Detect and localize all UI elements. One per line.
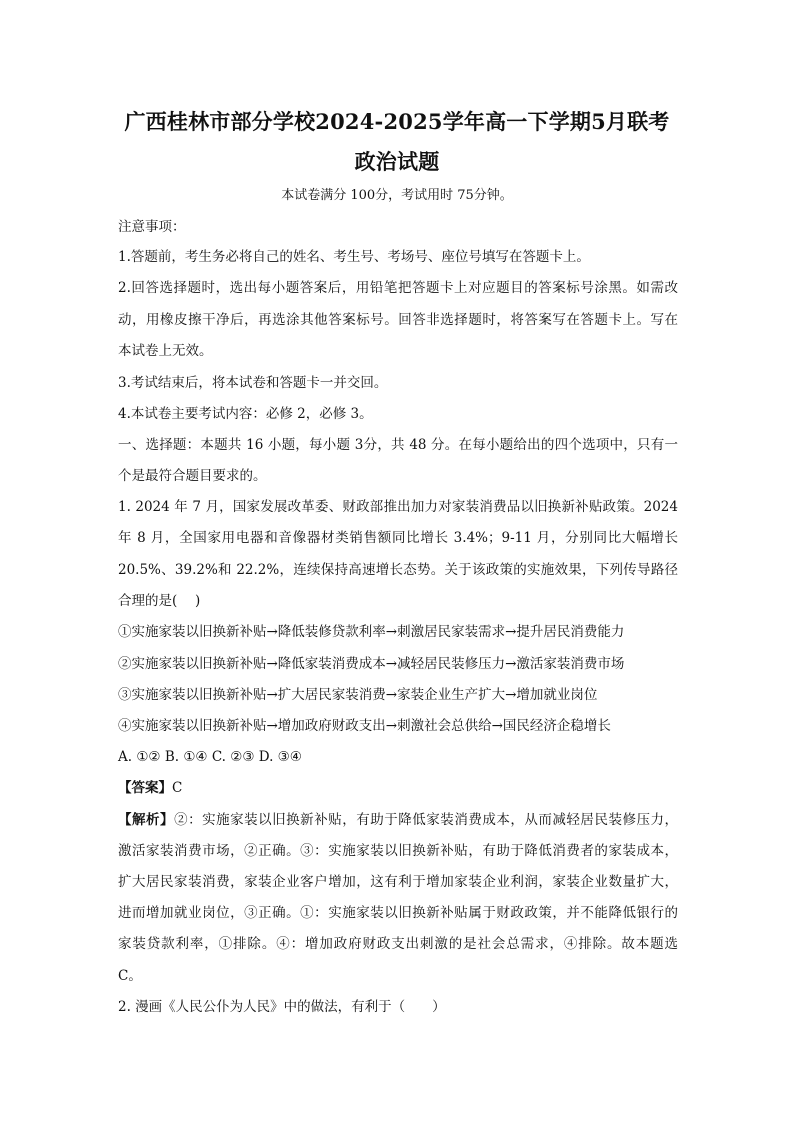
answer-value: C xyxy=(172,780,183,796)
question-1-stem-line-1: 1. 2024 年 7 月，国家发展改革委、财政部推出加力对家装消费品以旧换新补贴政策。2024 xyxy=(118,499,678,515)
question-1-analysis-line-5: 家装贷款利率，①排除。④：增加政府财政支出刺激的是社会总需求，④排除。故本题选 xyxy=(118,936,678,952)
analysis-label: 【解析】 xyxy=(118,812,175,828)
question-1-option-1: ①实施家装以旧换新补贴→降低装修贷款利率→刺激居民家装需求→提升居民消费能力 xyxy=(118,624,625,640)
section-heading-line-2: 个是最符合题目要求的。 xyxy=(118,468,267,484)
notice-item-2-line-3: 本试卷上无效。 xyxy=(118,343,213,359)
question-1-analysis-line-2: 激活家装消费市场，②正确。③：实施家装以旧换新补贴，有助于降低消费者的家装成本， xyxy=(118,843,678,859)
notice-item-4: 4.本试卷主要考试内容：必修 2，必修 3。 xyxy=(118,406,373,422)
analysis-text: ②：实施家装以旧换新补贴，有助于降低家装消费成本，从而减轻居民装修压力， xyxy=(174,812,679,828)
question-1-stem-line-3: 20.5%、39.2%和 22.2%，连续保持高速增长态势。关于该政策的实施效果，下列传导路径 xyxy=(118,562,678,578)
answer-label: 【答案】 xyxy=(118,780,172,796)
question-1-stem-line-4: 合理的是( ) xyxy=(118,593,201,609)
document-title: 广西桂林市部分学校2024-2025学年高一下学期5月联考 xyxy=(124,109,670,134)
question-1-analysis-line-4: 进而增加就业岗位，③正确。①：实施家装以旧换新补贴属于财政政策，并不能降低银行的 xyxy=(118,905,678,921)
question-2-stem: 2. 漫画《人民公仆为人民》中的做法，有利于（ ） xyxy=(118,999,446,1015)
question-1-option-2: ②实施家装以旧换新补贴→降低家装消费成本→减轻居民装修压力→激活家装消费市场 xyxy=(118,656,625,672)
section-heading-line-1: 一、选择题：本题共 16 小题，每小题 3分，共 48 分。在每小题给出的四个选项中，只有一 xyxy=(118,437,678,453)
exam-info: 本试卷满分 100分，考试用时 75分钟。 xyxy=(281,188,513,203)
question-1-option-3: ③实施家装以旧换新补贴→扩大居民家装消费→家装企业生产扩大→增加就业岗位 xyxy=(118,687,598,703)
question-1-choices: A. ①② B. ①④ C. ②③ D. ③④ xyxy=(118,749,302,765)
question-1-analysis-line-6: C。 xyxy=(118,968,142,984)
notice-heading: 注意事项： xyxy=(118,219,186,235)
question-1-analysis-line-1 xyxy=(118,810,678,830)
question-1-option-4: ④实施家装以旧换新补贴→增加政府财政支出→刺激社会总供给→国民经济企稳增长 xyxy=(118,718,611,734)
notice-item-2-line-2: 动，用橡皮擦干净后，再选涂其他答案标号。回答非选择题时，将答案写在答题卡上。写在 xyxy=(118,312,678,328)
notice-item-2-line-1: 2.回答选择题时，选出每小题答案后，用铅笔把答题卡上对应题目的答案标号涂黑。如需改 xyxy=(118,280,678,296)
question-1-analysis-line-3: 扩大居民家装消费，家装企业客户增加，这有利于增加家装企业利润，家装企业数量扩大， xyxy=(118,874,678,890)
question-1-answer xyxy=(118,778,678,798)
document-subtitle: 政治试题 xyxy=(354,149,440,174)
notice-item-1: 1.答题前，考生务必将自己的姓名、考生号、考场号、座位号填写在答题卡上。 xyxy=(118,249,590,265)
question-1-stem-line-2: 年 8 月，全国家用电器和音像器材类销售额同比增长 3.4%；9-11 月，分别同比大幅增长 xyxy=(118,530,678,546)
notice-item-3: 3.考试结束后，将本试卷和答题卡一并交回。 xyxy=(118,375,388,391)
